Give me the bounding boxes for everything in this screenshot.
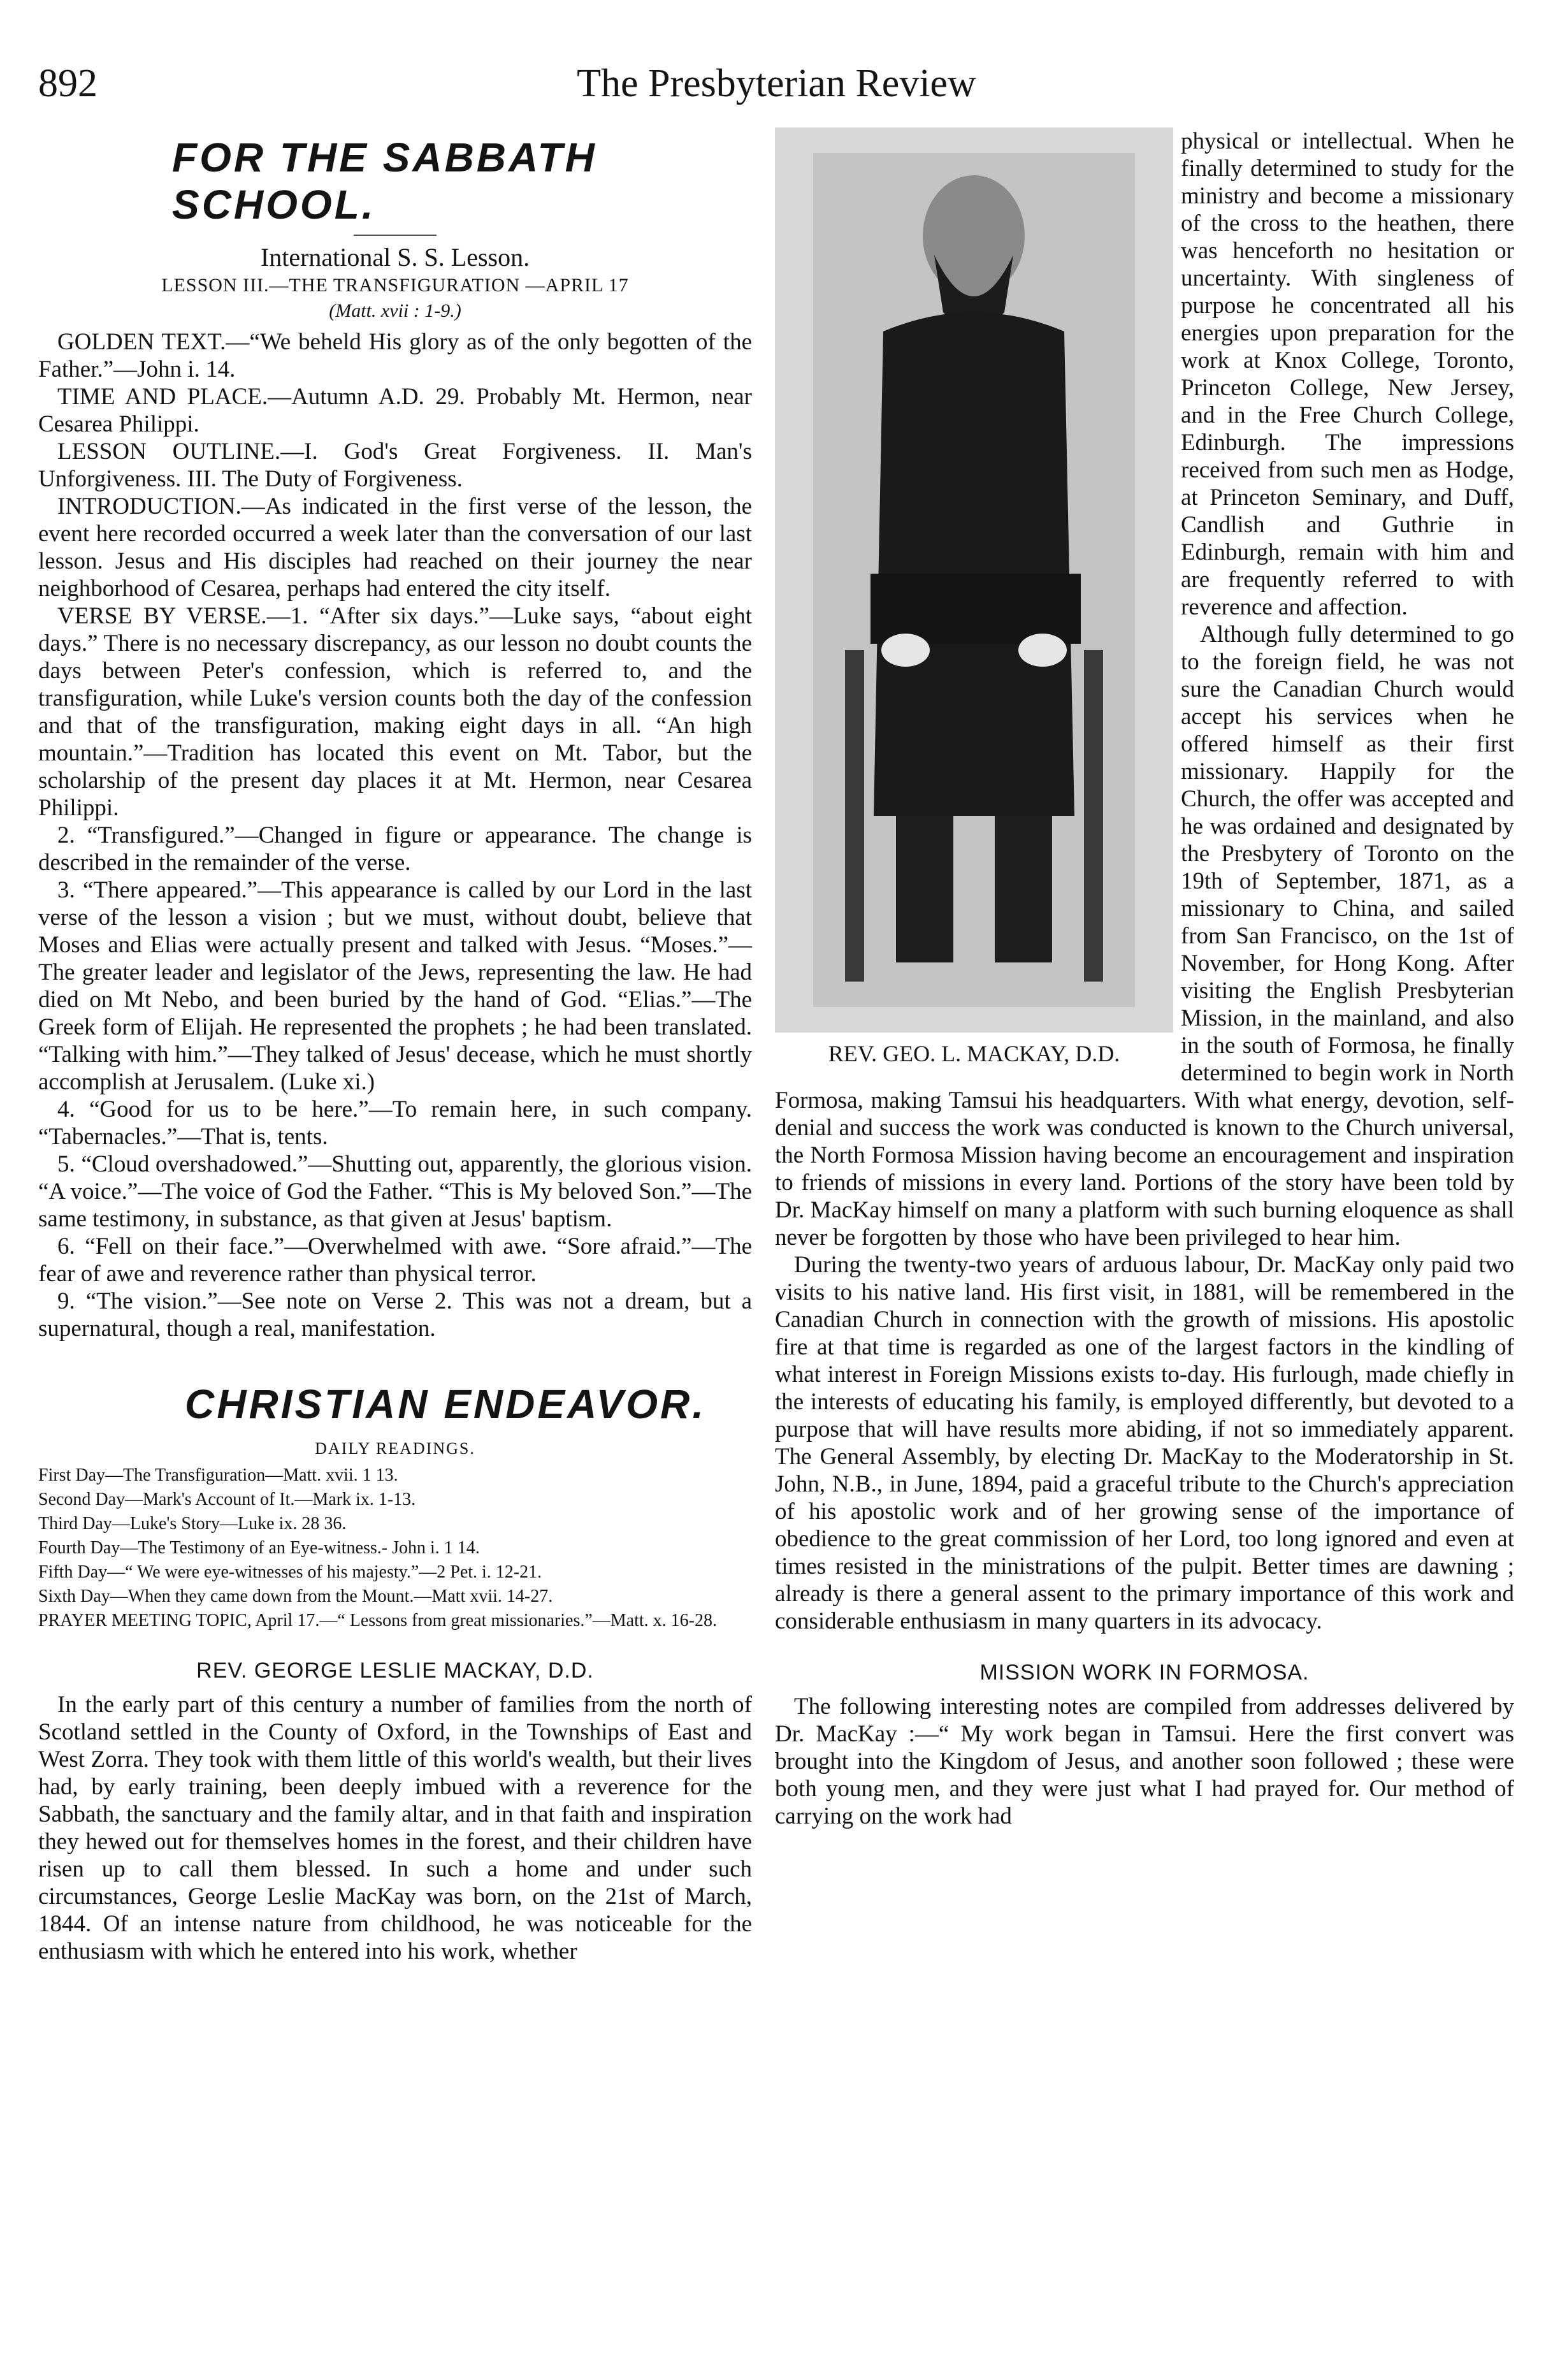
reading-item: First Day—The Transfiguration—Matt. xvii. 1 13. [38,1465,398,1485]
portrait-photo [775,127,1173,1033]
mackay-text-right-1: physical or intellectual. When he finally determined to study for the ministry and become a missionary of the cross to the heathen, there was henceforth no hesitation or uncertainty. With singleness of purpose he concentrated all his energies upon preparation for the work at Knox College, Toronto, Princeton College, New Jersey, and in the Free Church College, Edinburgh. The impressions received from such men as Hodge, at Princeton Seminary, and Duff, Candlish and Guthrie in Edinburgh, remain with him and are frequently referred to with reverence and affection. [1181,128,1514,620]
left-column [38,127,752,1965]
mackay-text-right-2: Although fully determined to go to the foreign field, he was not sure the Canadian Church would accept his services when he offered himself as their first missionary. Happily for the Church, the offer was accepted and he was ordained and designated by the Presbytery of Toronto on the 19th of September, 1871, as a missionary to China, and sailed from San Francisco, on the 1st of November, for Hong Kong. After visiting the English Presbyterian Mission, in the mainland, and also in the south of Formosa, he finally determined to begin work in North Formosa, making Tamsui his headquarters. With what energy, devotion, self-denial and success the work was conducted is known to the Church universal, the North Formosa Mission having become an encouragement and inspiration to friends of missions in every land. Portions of the story have been told by Dr. MacKay himself on many a platform with such burning eloquence as shall never be forgotten by those who have been privileged to hear him. [775,621,1514,1251]
reading-item: Second Day—Mark's Account of It.—Mark ix. 1-13. [38,1490,416,1509]
lesson-outline: LESSON OUTLINE.—I. God's Great Forgiveness. II. Man's Unforgiveness. III. The Duty of Forgiveness. [38,439,752,492]
verse-1: VERSE BY VERSE.—1. “After six days.”—Luke says, “about eight days.” There is no necessary discrepancy, as our lesson no doubt counts the days between Peter's confession, which is referred to, and the transfiguration, while Luke's version counts both the day of the confession and that of the transfiguration, making eight days in all. “An high mountain.”—Tradition has located this event on Mt. Tabor, but the scholarship of the present day places it at Mt. Hermon, near Cesarea Philippi. [38,603,752,821]
verse-3: 3. “There appeared.”—This appearance is called by our Lord in the last verse of the lesson a vision ; but we must, without doubt, believe that Moses and Elias were actually present and talked with Jesus. “Moses.”—The greater leader and legislator of the Jews, representing the law. He had died on Mt Nebo, and been buried by the hand of God. “Elias.”—The Greek form of Elijah. He represented the prophets ; he had been translated. “Talking with him.”—They talked of Jesus' decease, which he must shortly accomplish at Jerusalem. (Luke xi.) [38,877,752,1095]
lesson-subtitle: International S. S. Lesson. [260,243,530,272]
verse-9: 9. “The vision.”—See note on Verse 2. This was not a dream, but a supernatural, though a real, manifestation. [38,1288,752,1342]
lesson-line: LESSON III.—THE TRANSFIGURATION —APRIL 17 [161,275,629,296]
mackay-text-right-3: During the twenty-two years of arduous labour, Dr. MacKay only paid two visits to his native land. His first visit, in 1881, will be remembered in the Canadian Church in connection with the growth of missions. His apostolic fire at that time is regarded as one of the largest factors in the kindling of what interest in Foreign Missions exists to-day. His furlough, made chiefly in the interests of educating his family, is employed differently, but devoted to a purpose that will have results more abiding, if not so immediately apparent. The General Assembly, by electing Dr. MacKay to the Moderatorship in St. John, N.B., in June, 1894, paid a graceful tribute to the Church's appreciation of his apostolic work and of her growing sense of the importance of obedience to the great commission of her Lord, too long ignored and even at times resisted in the ministrations of the pulpit. Better times are dawning ; already is there a general assent to the primary importance of this work and considerable enthusiasm in many quarters in its advocacy. [775,1252,1514,1634]
reading-item: Fifth Day—“ We were eye-witnesses of his majesty.”—2 Pet. i. 12-21. [38,1562,542,1582]
verse-5: 5. “Cloud overshadowed.”—Shutting out, apparently, the glorious vision. “A voice.”—The voice of God the Father. “This is My beloved Son.”—The same testimony, in substance, as that given at Jesus' baptism. [38,1151,752,1232]
page-number: 892 [38,62,98,105]
verse-6: 6. “Fell on their face.”—Overwhelmed with awe. “Sore afraid.”—The fear of awe and reverence rather than physical terror. [38,1233,752,1287]
reading-item: Third Day—Luke's Story—Luke ix. 28 36. [38,1514,347,1534]
reading-item: Sixth Day—When they came down from the Mount.—Matt xvii. 14-27. [38,1586,553,1606]
page-header [0,61,1553,119]
formosa-article-title: MISSION WORK IN FORMOSA. [979,1660,1310,1685]
reading-item: Fourth Day—The Testimony of an Eye-witness.- John i. 1 14. [38,1538,480,1558]
daily-readings-heading: DAILY READINGS. [315,1439,475,1458]
lesson-reference: (Matt. xvii : 1-9.) [329,300,461,321]
christian-endeavor-title: CHRISTIAN ENDEAVOR. [185,1381,706,1427]
time-place: TIME AND PLACE.—Autumn A.D. 29. Probably Mt. Hermon, near Cesarea Philippi. [38,384,752,437]
title-rule [354,235,437,236]
formosa-text: The following interesting notes are compiled from addresses delivered by Dr. MacKay :—“ My work began in Tamsui. Here the first convert was brought into the Kingdom of Jesus, and another soon followed ; these were both young men, and they were just what I had prayed for. Our method of carrying on the work had [775,1694,1514,1829]
right-column [775,127,1514,1830]
golden-text: GOLDEN TEXT.—“We beheld His glory as of the only begotten of the Father.”—John i. 14. [38,329,752,382]
portrait-caption: REV. GEO. L. MACKAY, D.D. [828,1041,1120,1066]
journal-title: The Presbyterian Review [577,62,976,105]
mackay-text-left: In the early part of this century a number of families from the north of Scotland settled in the County of Oxford, in the Townships of East and West Zorra. They took with them little of this world's wealth, but their lives had, by early training, been deeply imbued with a reverence for the Sabbath, the sanctuary and the family altar, and in that faith and inspiration they hewed out for themselves homes in the forest, and their children have risen up to call them blessed. In such a home and under such circumstances, George Leslie MacKay was born, on the 21st of March, 1844. Of an intense nature from childhood, he was noticeable for the enthusiasm with which he entered into his work, whether [38,1692,752,1964]
verse-4: 4. “Good for us to be here.”—To remain here, in such company. “Tabernacles.”—That is, tents. [38,1096,752,1150]
sabbath-school-title: FOR THE SABBATH SCHOOL. [172,134,597,228]
verse-2: 2. “Transfigured.”—Changed in figure or appearance. The change is described in the remainder of the verse. [38,822,752,876]
mackay-article-title: REV. GEORGE LESLIE MACKAY, D.D. [196,1658,594,1683]
prayer-meeting-topic: PRAYER MEETING TOPIC, April 17.—“ Lessons from great missionaries.”—Matt. x. 16-28. [38,1611,717,1630]
portrait-figure [775,127,1173,1068]
introduction: INTRODUCTION.—As indicated in the first verse of the lesson, the event here recorded occurred a week later than the conversation of our last lesson. Jesus and His disciples had reached on their journey the near neighborhood of Cesarea, perhaps had entered the city itself. [38,493,752,602]
